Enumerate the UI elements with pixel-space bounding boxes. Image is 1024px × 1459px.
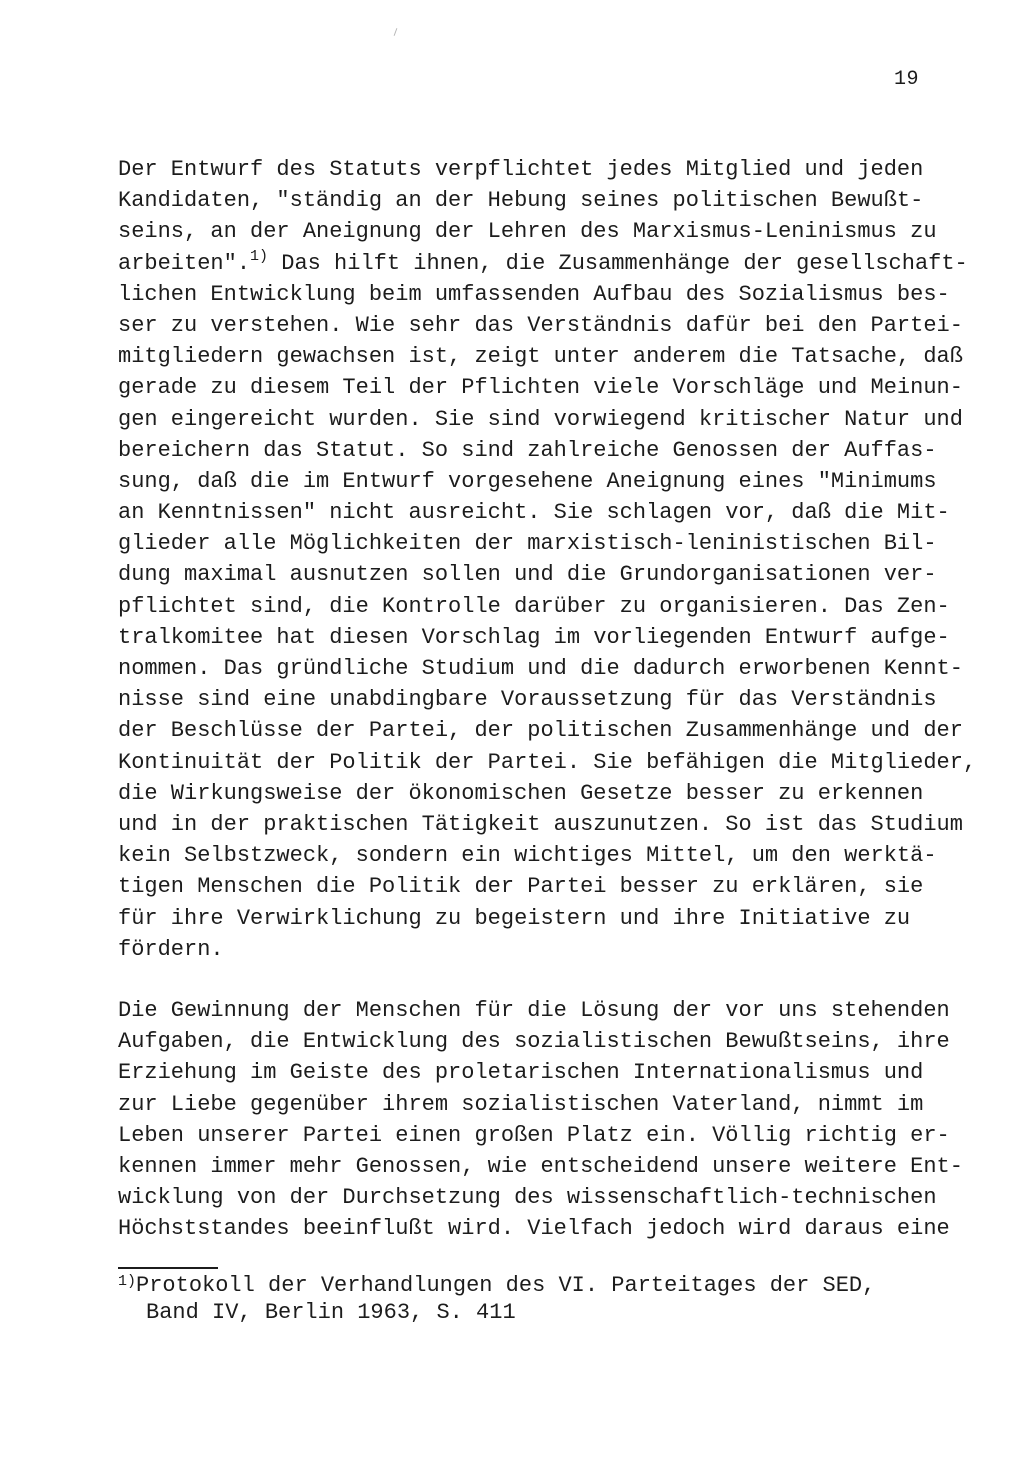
text-line: nommen. Das gründliche Studium und die dadurch erworbenen Kennt-	[118, 656, 963, 681]
text-line: Der Entwurf des Statuts verpflichtet jedes Mitglied und jeden	[118, 157, 924, 182]
text-line: Kandidaten, "ständig an der Hebung seines politischen Bewußt-	[118, 188, 924, 214]
text-line: Höchststandes beeinflußt wird. Vielfach jedoch wird daraus eine	[118, 1216, 950, 1242]
text-line: dung maximal ausnutzen sollen und die Grundorganisationen ver-	[118, 562, 937, 588]
text-line: nisse sind eine unabdingbare Voraussetzung für das Verständnis	[118, 687, 937, 713]
text-line: Kontinuität der Politik der Partei. Sie befähigen die Mitglieder,	[118, 749, 977, 775]
footnote-marker: 1)	[118, 1273, 137, 1290]
scan-mark	[394, 28, 398, 36]
text-line: mitgliedern gewachsen ist, zeigt unter anderem die Tatsache, daß	[118, 344, 963, 370]
text-line: fördern.	[118, 936, 224, 962]
footnote	[118, 1272, 875, 1326]
text-line: und in der praktischen Tätigkeit auszunutzen. So ist das Studium	[118, 811, 963, 837]
text-line-with-footnote-ref	[118, 248, 976, 279]
text-line: an Kenntnissen" nicht ausreicht. Sie schlagen vor, daß die Mit-	[118, 500, 950, 526]
text-segment: Das hilft ihnen, die Zusammenhänge der gesellschaft-	[268, 250, 968, 276]
text-line: kennen immer mehr Genossen, wie entscheidend unsere weitere Ent-	[118, 1153, 963, 1179]
footnote-divider	[118, 1267, 218, 1269]
text-line: zur Liebe gegenüber ihrem sozialistischen Vaterland, nimmt im	[118, 1091, 924, 1117]
footnote-line	[118, 1272, 875, 1299]
text-line: glieder alle Möglichkeiten der marxistisch-leninistischen Bil-	[118, 531, 937, 557]
text-line: tigen Menschen die Politik der Partei besser zu erklären, sie	[118, 874, 924, 900]
page-number: 19	[894, 68, 920, 91]
text-line: tralkomitee hat diesen Vorschlag im vorliegenden Entwurf aufge-	[118, 624, 950, 650]
text-line: gen eingereicht wurden. Sie sind vorwiegend kritischer Natur und	[118, 406, 963, 432]
text-line: lichen Entwicklung beim umfassenden Aufbau des Sozialismus bes-	[118, 281, 950, 307]
text-line: sung, daß die im Entwurf vorgesehene Aneignung eines "Minimums	[118, 468, 937, 494]
text-line: Leben unserer Partei einen großen Platz ein. Völlig richtig er-	[118, 1122, 950, 1148]
text-line: pflichtet sind, die Kontrolle darüber zu organisieren. Das Zen-	[118, 593, 950, 619]
text-line: Aufgaben, die Entwicklung des sozialistischen Bewußtseins, ihre	[118, 1029, 950, 1055]
text-line: gerade zu diesem Teil der Pflichten viele Vorschläge und Meinun-	[118, 375, 963, 401]
text-line: seins, an der Aneignung der Lehren des Marxismus-Leninismus zu	[118, 219, 937, 245]
paragraph	[118, 154, 976, 965]
text-line: ser zu verstehen. Wie sehr das Verständnis dafür bei den Partei-	[118, 312, 963, 338]
text-line: wicklung von der Durchsetzung des wissenschaftlich-technischen	[118, 1185, 937, 1211]
text-line: Erziehung im Geiste des proletarischen Internationalismus und	[118, 1060, 924, 1086]
text-line: die Wirkungsweise der ökonomischen Gesetze besser zu erkennen	[118, 780, 924, 806]
text-line: kein Selbstzweck, sondern ein wichtiges Mittel, um den werktä-	[118, 843, 937, 869]
paragraph	[118, 995, 963, 1245]
text-line: Die Gewinnung der Menschen für die Lösung der vor uns stehenden	[118, 998, 950, 1023]
footnote-text: Protokoll der Verhandlungen des VI. Parteitages der SED,	[136, 1273, 876, 1298]
text-line: für ihre Verwirklichung zu begeistern und ihre Initiative zu	[118, 905, 911, 931]
text-line: der Beschlüsse der Partei, der politischen Zusammenhänge und der	[118, 718, 963, 744]
footnote-reference[interactable]: 1)	[250, 247, 269, 265]
text-segment: arbeiten".	[118, 250, 251, 276]
footnote-line: Band IV, Berlin 1963, S. 411	[146, 1300, 516, 1325]
text-line: bereichern das Statut. So sind zahlreiche Genossen der Auffas-	[118, 437, 937, 463]
